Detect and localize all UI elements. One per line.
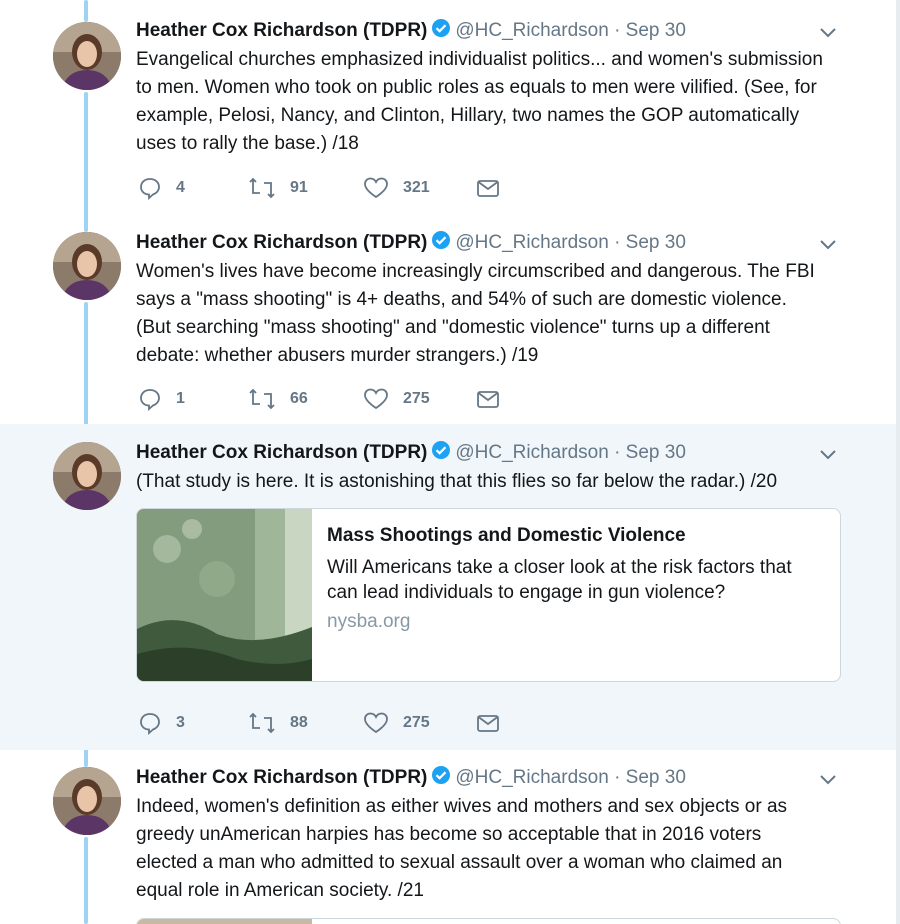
reply-icon (138, 176, 162, 200)
timeline-border (896, 0, 900, 924)
author-handle[interactable]: @HC_Richardson (455, 442, 609, 463)
like-button[interactable] (363, 711, 430, 735)
tweet-text: (That study is here. It is astonishing that this flies so far below the radar.) /20 (136, 471, 778, 492)
reply-button[interactable] (138, 711, 185, 735)
reply-button[interactable] (138, 176, 185, 200)
retweet-icon (248, 176, 276, 200)
chevron-down-icon[interactable] (818, 769, 838, 794)
tweet-text: Indeed, women's definition as either wives and mothers and sex objects or as greedy unAmerican harpies has become so acceptable that in 2016 voters elected a man who admitted to sexual assault over a woman who claimed an equal role in American society. /21 (136, 796, 788, 901)
avatar[interactable] (53, 767, 121, 835)
retweet-count: 88 (290, 714, 308, 731)
retweet-icon (248, 387, 276, 411)
like-button[interactable] (363, 387, 430, 411)
tweet-header (136, 17, 686, 47)
card-thumbnail (137, 919, 312, 924)
avatar[interactable] (53, 232, 121, 300)
card-domain: nysba.org (327, 611, 411, 632)
like-count: 321 (403, 179, 430, 196)
chevron-down-icon[interactable] (818, 444, 838, 469)
separator: · (614, 767, 621, 788)
chevron-down-icon[interactable] (818, 22, 838, 47)
tweet-date[interactable]: Sep 30 (625, 232, 686, 253)
direct-message-button[interactable] (476, 711, 500, 735)
avatar[interactable] (53, 442, 121, 510)
tweet[interactable] (0, 424, 896, 750)
reply-icon (138, 711, 162, 735)
author-name[interactable]: Heather Cox Richardson (TDPR) (136, 767, 428, 788)
heart-icon (363, 711, 389, 735)
avatar[interactable] (53, 22, 121, 90)
tweet-text: Women's lives have become increasingly circumscribed and dangerous. The FBI says a "mass shooting" is 4+ deaths, and 54% of such are domestic violence. (But searching "mass shooting" and "domestic violence" turns up a different debate: whether abusers murder strangers.) /19 (136, 261, 815, 366)
card-thumbnail (137, 509, 312, 681)
reply-count: 4 (176, 179, 185, 196)
verified-badge-icon (431, 765, 451, 794)
link-preview-card[interactable] (136, 918, 841, 924)
tweet-header (136, 764, 686, 794)
chevron-down-icon[interactable] (818, 234, 838, 259)
tweet-text: Evangelical churches emphasized individualist politics... and women's submission to men. Women who took on public roles as equals to men were vilified. (See, for example, Pelosi, Nancy, and Clinton, Hillary, two names the GOP automatically uses to rally the base.) /18 (136, 49, 823, 154)
author-name[interactable]: Heather Cox Richardson (TDPR) (136, 20, 428, 41)
separator: · (614, 20, 621, 41)
tweet[interactable] (0, 212, 896, 424)
heart-icon (363, 176, 389, 200)
like-button[interactable] (363, 176, 430, 200)
separator: · (614, 232, 621, 253)
envelope-icon (476, 176, 500, 200)
tweet-date[interactable]: Sep 30 (625, 20, 686, 41)
tweet[interactable] (0, 750, 896, 924)
retweet-button[interactable] (248, 176, 308, 200)
verified-badge-icon (431, 230, 451, 259)
heart-icon (363, 387, 389, 411)
retweet-button[interactable] (248, 387, 308, 411)
tweet[interactable] (0, 0, 896, 212)
card-description: Will Americans take a closer look at the risk factors that can lead individuals to engage in gun violence? (327, 557, 792, 603)
verified-badge-icon (431, 18, 451, 47)
tweet-date[interactable]: Sep 30 (625, 767, 686, 788)
link-preview-card[interactable] (136, 508, 841, 682)
retweet-count: 66 (290, 390, 308, 407)
retweet-icon (248, 711, 276, 735)
envelope-icon (476, 711, 500, 735)
retweet-button[interactable] (248, 711, 308, 735)
reply-icon (138, 387, 162, 411)
tweet-header (136, 229, 686, 259)
tweet-date[interactable]: Sep 30 (625, 442, 686, 463)
author-handle[interactable]: @HC_Richardson (455, 20, 609, 41)
author-handle[interactable]: @HC_Richardson (455, 767, 609, 788)
direct-message-button[interactable] (476, 176, 500, 200)
retweet-count: 91 (290, 179, 308, 196)
reply-count: 3 (176, 714, 185, 731)
like-count: 275 (403, 390, 430, 407)
envelope-icon (476, 387, 500, 411)
author-handle[interactable]: @HC_Richardson (455, 232, 609, 253)
like-count: 275 (403, 714, 430, 731)
verified-badge-icon (431, 440, 451, 469)
author-name[interactable]: Heather Cox Richardson (TDPR) (136, 232, 428, 253)
card-title: Mass Shootings and Domestic Violence (327, 525, 686, 546)
author-name[interactable]: Heather Cox Richardson (TDPR) (136, 442, 428, 463)
tweet-header (136, 439, 686, 469)
direct-message-button[interactable] (476, 387, 500, 411)
separator: · (614, 442, 621, 463)
reply-button[interactable] (138, 387, 185, 411)
reply-count: 1 (176, 390, 185, 407)
